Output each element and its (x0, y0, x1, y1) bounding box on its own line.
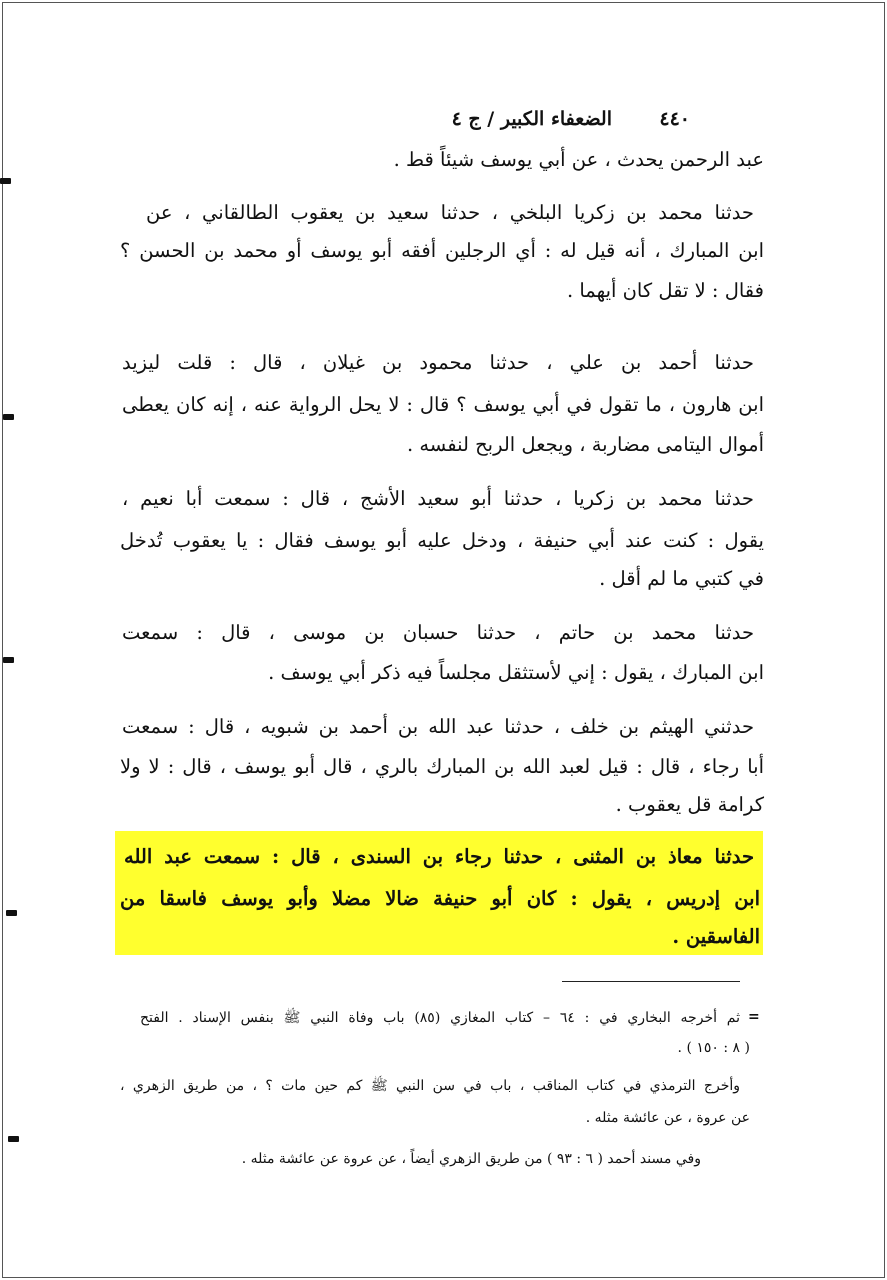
scan-edge-mark (0, 178, 11, 184)
footnote-line: وأخرج الترمذي في كتاب المناقب ، باب في سن النبي ﷺ كم حين مات ؟ ، من طريق الزهري ، (120, 1078, 740, 1094)
paragraph-line: حدثنا محمد بن زكريا ، حدثنا أبو سعيد الأشج ، قال : سمعت أبا نعيم ، (122, 487, 754, 510)
highlighted-line: ابن إدريس ، يقول : كان أبو حنيفة ضالا مضلا وأبو يوسف فاسقا من (120, 887, 760, 910)
paragraph-line: كرامة قل يعقوب . (615, 793, 764, 816)
scan-edge-mark (3, 657, 14, 663)
paragraph-line: يقول : كنت عند أبي حنيفة ، ودخل عليه أبو يوسف فقال : يا يعقوب تُدخل (120, 529, 764, 552)
footnote-line: ثم أخرجه البخاري في : ٦٤ – كتاب المغازي (٨٥) باب وفاة النبي ﷺ بنفس الإسناد . الفتح (140, 1010, 740, 1026)
paragraph-line: ابن المبارك ، أنه قيل له : أي الرجلين أفقه أبو يوسف أو محمد بن الحسن ؟ (120, 239, 764, 262)
scan-edge-mark (3, 414, 14, 420)
footnote-line: وفي مسند أحمد ( ٦ : ٩٣ ) من طريق الزهري أيضاً ، عن عروة عن عائشة مثله . (241, 1151, 701, 1167)
highlighted-line: حدثنا معاذ بن المثنى ، حدثنا رجاء بن السندى ، قال : سمعت عبد الله (124, 845, 754, 868)
paragraph-line: في كتبي ما لم أقل . (599, 567, 764, 590)
footnote-marker: = (748, 1009, 760, 1025)
footnote-line: عن عروة ، عن عائشة مثله . (585, 1110, 750, 1126)
paragraph-line: ابن هارون ، ما تقول في أبي يوسف ؟ قال : لا يحل الرواية عنه ، إنه كان يعطى (122, 393, 764, 416)
paragraph-line: أموال اليتامى مضاربة ، ويجعل الربح لنفسه . (406, 433, 764, 456)
paragraph-line: حدثنا أحمد بن علي ، حدثنا محمود بن غيلان ، قال : قلت ليزيد (122, 351, 754, 374)
paragraph-line: فقال : لا تقل كان أيهما . (566, 279, 764, 302)
running-title: الضعفاء الكبير / ج ٤ (451, 108, 612, 130)
page-number: ٤٤٠ (659, 108, 690, 130)
paragraph-line: حدثنا محمد بن زكريا البلخي ، حدثنا سعيد بن يعقوب الطالقاني ، عن (146, 201, 754, 224)
footnote-separator (562, 981, 740, 982)
scan-edge-mark (8, 1136, 19, 1142)
paragraph-line: حدثني الهيثم بن خلف ، حدثنا عبد الله بن أحمد بن شبويه ، قال : سمعت (122, 715, 754, 738)
paragraph-line: عبد الرحمن يحدث ، عن أبي يوسف شيئاً قط . (393, 148, 764, 171)
highlighted-line: الفاسقين . (672, 925, 760, 948)
running-header (330, 108, 690, 138)
footnote-line: ( ٨ : ١٥٠ ) . (677, 1040, 750, 1056)
paragraph-line: أبا رجاء ، قال : قيل لعبد الله بن المبارك بالري ، قال أبو يوسف ، قال : لا ولا (120, 755, 764, 778)
paragraph-line: ابن المبارك ، يقول : إني لأستثقل مجلساً فيه ذكر أبي يوسف . (268, 661, 764, 684)
scan-edge-mark (6, 910, 17, 916)
paragraph-line: حدثنا محمد بن حاتم ، حدثنا حسبان بن موسى ، قال : سمعت (122, 621, 754, 644)
